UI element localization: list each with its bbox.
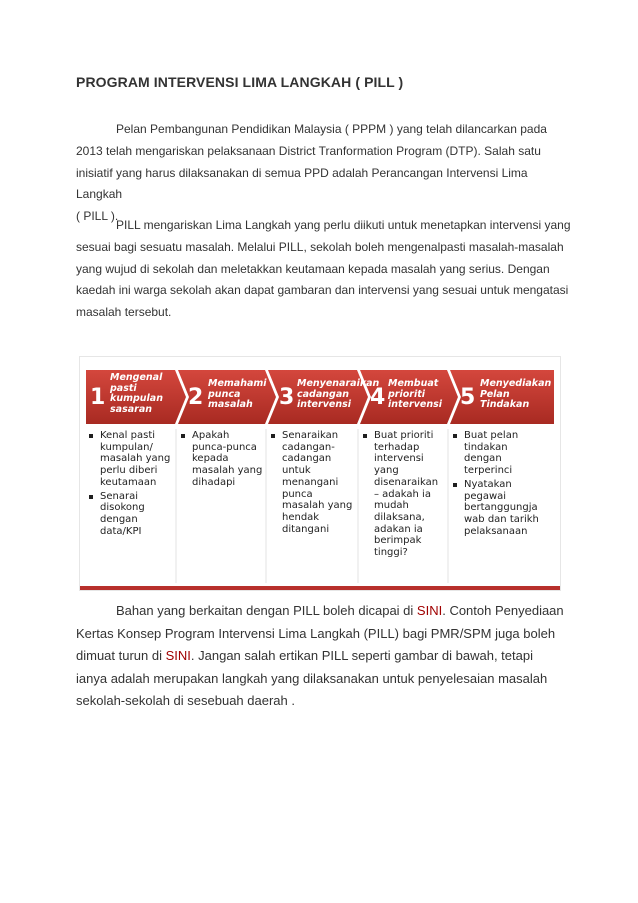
bullet-line: pelaksanaan <box>464 525 528 537</box>
bullet-line: Senarai <box>100 490 138 502</box>
step-title-line: intervensi <box>297 399 351 410</box>
bullet-line: mudah <box>374 500 409 512</box>
step-title-line: masalah <box>208 399 253 410</box>
text-line: Langkah <box>76 187 123 202</box>
text-line: kaedah ini warga sekolah akan dapat gambaran dan intervensi yang sesuai untuk mengatasi <box>76 283 569 298</box>
bullet-line: cadangan <box>282 453 332 465</box>
bullet-line: terhadap <box>374 441 420 453</box>
bullet-line: yang <box>374 465 399 477</box>
text-line: Kertas Konsep Program Intervensi Lima Langkah (PILL) bagi PMR/SPM juga boleh <box>76 625 556 641</box>
step-title-line: intervensi <box>388 399 442 410</box>
sini-link[interactable]: SINI <box>165 648 191 663</box>
step-2-bullets <box>180 430 262 491</box>
bullet-line: dengan <box>464 453 502 465</box>
bullet-line: Kenal pasti <box>100 430 156 441</box>
step-title-line: prioriti <box>388 388 426 400</box>
bullet-line: keutamaan <box>100 476 157 488</box>
bullet-line: kumpulan/ <box>100 441 153 453</box>
bullet-item <box>452 430 539 477</box>
text-line: inisiatif yang harus dilaksanakan di semua PPD adalah Perancangan Intervensi Lima <box>76 165 528 180</box>
step-title-line: Membuat <box>388 378 439 389</box>
bullet-line: adakan ia <box>374 523 423 535</box>
step-number: 3 <box>279 385 295 410</box>
paragraph-pill <box>76 215 576 324</box>
text-line: masalah tersebut. <box>76 305 172 320</box>
text-line: sesuai bagi sesuatu masalah. Melalui PILL, sekolah boleh mengenalpasti masalah-masalah <box>76 239 564 254</box>
bullet-line: berimpak <box>374 535 422 547</box>
step-title <box>208 379 267 411</box>
document-title: PROGRAM INTERVENSI LIMA LANGKAH ( PILL ) <box>76 74 404 90</box>
bullet-line: masalah yang <box>282 500 353 512</box>
paragraph-intro <box>76 119 576 228</box>
bullet-item <box>452 479 539 538</box>
bullet-line: kepada <box>192 453 229 465</box>
bullet-line: punca-punca <box>192 441 257 453</box>
diagram-bottom-bar <box>80 586 560 590</box>
step-3-bullets <box>270 430 352 537</box>
bullet-line: cadangan- <box>282 441 335 453</box>
step-title-line: Mengenal <box>110 372 163 383</box>
bullet-line: – adakah ia <box>374 488 431 500</box>
step-title <box>388 379 442 411</box>
step-title-line: sasaran <box>110 403 152 415</box>
text-segment: dimuat turun di <box>76 648 166 663</box>
sini-link[interactable]: SINI <box>416 603 443 618</box>
step-title-line: Memahami <box>208 378 267 389</box>
bullet-line: tindakan <box>464 441 508 453</box>
text-line: sekolah-sekolah di sesebuah daerah . <box>76 693 295 708</box>
step-title-line: Menyediakan <box>480 378 552 389</box>
bullet-line: menangani <box>282 476 339 488</box>
step-number: 5 <box>460 385 476 410</box>
step-title <box>297 379 379 411</box>
bullet-line: masalah yang <box>192 465 263 477</box>
text-line: ianya adalah merupakan langkah yang dilaksanakan untuk penyelesaian masalah <box>76 670 548 686</box>
bullet-line: terperinci <box>464 465 513 477</box>
step-title-line: cadangan <box>297 388 349 400</box>
step-title-line: Menyenaraikan <box>297 378 380 389</box>
bullet-line: dengan <box>100 513 138 525</box>
text-line: Pelan Pembangunan Pendidikan Malaysia ( PPPM ) yang telah dilancarkan pada <box>116 122 547 136</box>
step-title-line: pasti <box>110 382 137 394</box>
step-number: 1 <box>90 385 106 410</box>
bullet-line: masalah yang <box>100 453 171 465</box>
bullet-item <box>88 491 170 538</box>
bullet-line: Buat prioriti <box>374 430 434 441</box>
step-title <box>480 379 551 411</box>
bullet-line: untuk <box>282 465 311 477</box>
paragraph-resources <box>76 600 576 713</box>
text-segment: . Contoh Penyediaan <box>442 603 564 618</box>
bullet-line: Buat pelan <box>464 430 519 441</box>
text-line: PILL mengariskan Lima Langkah yang perlu diikuti untuk menetapkan intervensi yang <box>116 218 571 232</box>
bullet-item <box>270 430 352 535</box>
bullet-line: ditangani <box>282 523 330 535</box>
bullet-line: Nyatakan <box>464 478 512 490</box>
bullet-line: perlu diberi <box>100 465 158 477</box>
step-title-line: Pelan <box>480 388 510 400</box>
text-line <box>76 645 576 668</box>
bullet-line: tinggi? <box>374 547 408 559</box>
text-segment: . Jangan salah ertikan PILL seperti gambar di bawah, tetapi <box>190 648 533 663</box>
bullet-line: dihadapi <box>192 476 236 488</box>
step-4-bullets <box>362 430 438 561</box>
bullet-line: disokong <box>100 502 145 514</box>
bullet-line: Senaraikan <box>282 430 339 441</box>
step-1-bullets <box>88 430 170 539</box>
bullet-line: disenaraikan <box>374 476 439 488</box>
bullet-item <box>88 430 170 489</box>
bullet-item <box>362 430 438 559</box>
step-number: 2 <box>188 385 204 410</box>
bullet-item <box>180 430 262 489</box>
bullet-line: Apakah <box>192 430 230 441</box>
bullet-line: bertanggungja <box>464 502 538 514</box>
bullet-line: dilaksana, <box>374 511 425 523</box>
step-title-line: Tindakan <box>480 399 530 410</box>
pill-five-steps-diagram <box>80 357 560 590</box>
step-title-line: kumpulan <box>110 393 163 404</box>
bullet-line: wab dan tarikh <box>464 513 539 525</box>
bullet-line: intervensi <box>374 453 424 465</box>
text-segment: Bahan yang berkaitan dengan PILL boleh dicapai di <box>116 603 417 618</box>
text-line: 2013 telah mengariskan pelaksanaan District Tranformation Program (DTP). Salah satu <box>76 143 541 158</box>
bullet-line: pegawai <box>464 490 507 502</box>
step-number: 4 <box>370 385 386 410</box>
text-line: ( PILL ). <box>76 209 119 224</box>
bullet-line: hendak <box>282 511 320 523</box>
step-5-bullets <box>452 430 539 539</box>
text-line <box>76 600 576 623</box>
step-title-line: punca <box>208 388 241 400</box>
step-title <box>110 373 163 415</box>
bullet-line: punca <box>282 488 313 500</box>
text-line: yang wujud di sekolah dan meletakkan keutamaan kepada masalah yang serius. Dengan <box>76 261 550 276</box>
bullet-line: data/KPI <box>100 525 142 537</box>
